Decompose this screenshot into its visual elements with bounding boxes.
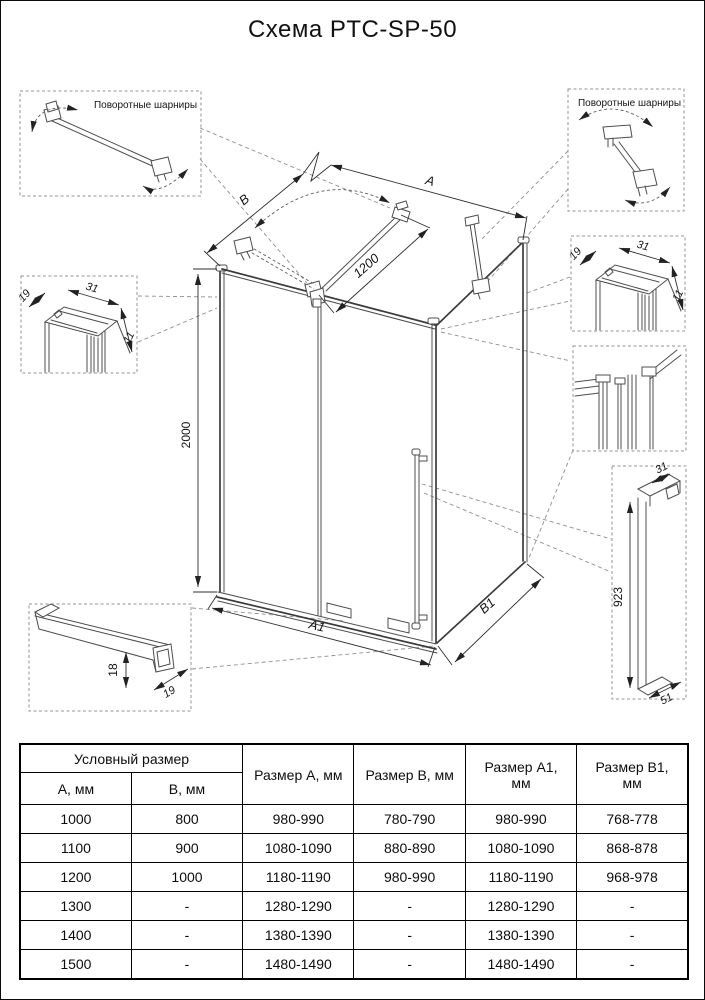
table-cell: 1380-1390 [465,921,576,950]
profile-right-dim-31: 31 [635,238,651,254]
rotation-arrow [579,109,653,127]
table-cell: 1280-1290 [465,892,576,921]
table-cell: - [577,892,688,921]
col-header-b: В, мм [131,773,242,805]
dim-label-2000: 2000 [179,421,193,449]
profile-right-dim-11: 11 [670,288,687,304]
dim-label-b1: B1 [476,594,498,617]
table-cell: - [577,950,688,980]
handle-dim-31: 31 [653,460,670,477]
table-cell: - [354,921,465,950]
table-header-row [20,744,688,773]
table-cell: - [131,950,242,980]
col-header-size-a1: Размер А1, мм [465,744,576,805]
support-bar-short [465,215,490,299]
table-cell: - [577,921,688,950]
table-cell: 868-878 [577,834,688,863]
table-cell: 1080-1090 [243,834,354,863]
table-cell: 880-890 [354,834,465,863]
col-header-size-b1: Размер В1, мм [577,744,688,805]
rail-dim-18: 18 [106,663,120,677]
table-cell: 1200 [20,863,131,892]
table-row [20,892,688,921]
table-row [20,950,688,980]
rail-dim-19: 19 [161,684,178,701]
table-row [20,863,688,892]
table-cell: 1480-1490 [243,950,354,980]
table-cell: - [354,892,465,921]
profile-left-dim-19: 19 [16,287,34,305]
table-cell: 1480-1490 [465,950,576,980]
glass-junction-detail [573,346,686,451]
hinge-detail-left [20,91,201,196]
dim-label-a1: A1 [307,616,327,635]
dim-label-1200: 1200 [350,250,382,281]
profile-left-dim-31: 31 [84,280,100,296]
bottom-rail-detail [29,604,191,711]
handle-dim-923: 923 [611,586,625,608]
table-row [20,921,688,950]
table-cell: - [131,921,242,950]
dim-break [303,152,331,181]
rail-clamp [388,618,409,633]
wall-profile-detail-left [16,276,137,373]
col-header-size-b: Размер В, мм [354,744,465,805]
schematic-drawing [1,1,705,741]
table-cell: 1400 [20,921,131,950]
table-cell: 1180-1190 [243,863,354,892]
hinge-detail-right [568,89,684,211]
dim-label-a: A [424,172,437,190]
swing-arc [255,190,390,228]
rotation-arrow [625,187,670,203]
table-cell: 1000 [20,805,131,834]
table-cell: 968-978 [577,863,688,892]
page-title: Схема PTC-SP-50 [247,16,458,43]
table-cell: 1180-1190 [465,863,576,892]
size-table [19,743,689,980]
table-cell: 980-990 [243,805,354,834]
hinge-left-label: Поворотные шарниры [93,100,197,111]
table-row [20,834,688,863]
table-cell: 1500 [20,950,131,980]
door-handle [412,449,427,629]
table-row [20,805,688,834]
table-cell: 1000 [131,863,242,892]
table-cell: 1080-1090 [465,834,576,863]
col-header-nominal: Условный размер [20,744,243,773]
col-header-size-a: Размер А, мм [243,744,354,805]
dimensions [179,152,544,667]
table-cell: 780-790 [354,805,465,834]
wall-profile-detail-right [567,236,686,331]
profile-left-dim-11: 11 [121,330,138,346]
table-cell: 768-778 [577,805,688,834]
table-cell: 980-990 [354,863,465,892]
table-cell: 800 [131,805,242,834]
table-cell: 1300 [20,892,131,921]
pivot-hinge [305,281,325,307]
table-cell: 980-990 [465,805,576,834]
leader-lines [138,128,611,669]
handle-dim-51: 51 [658,691,675,708]
table-cell: 1380-1390 [243,921,354,950]
hinge-right-label: Поворотные шарниры [577,98,681,109]
support-bar-long [322,201,410,291]
profile-right-dim-19: 19 [567,245,585,263]
support-bar-swung [234,237,316,289]
table-cell: - [131,892,242,921]
table-cell: 1280-1290 [243,892,354,921]
col-header-a: А, мм [20,773,131,805]
rail-clamp [327,603,351,618]
table-cell: - [354,950,465,980]
dim-label-b: B [235,191,253,209]
table-cell: 1100 [20,834,131,863]
table-cell: 900 [131,834,242,863]
handle-detail [611,460,686,707]
